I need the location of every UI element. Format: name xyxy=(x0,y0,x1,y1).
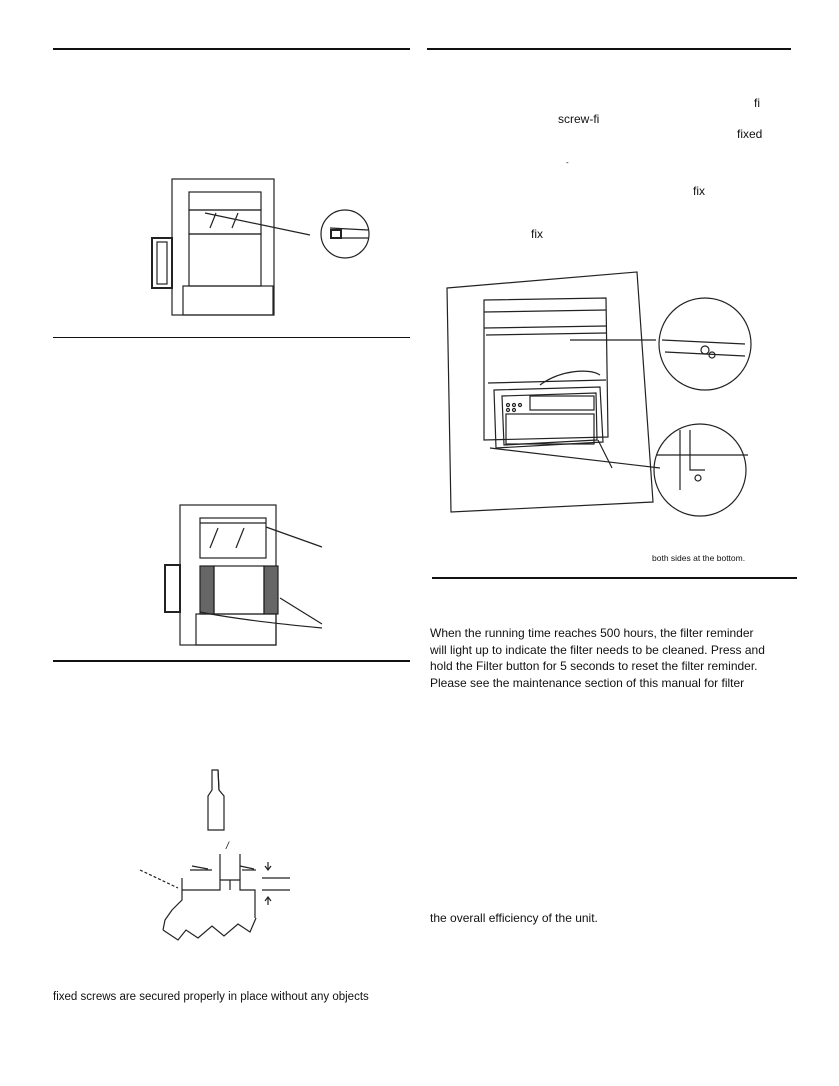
text-fragment-fix-1: fix xyxy=(693,184,705,198)
text-fragment-screw-fi: screw-fi xyxy=(558,112,600,126)
figure-caption-bottom: both sides at the bottom. xyxy=(652,553,746,563)
text-fragment-dash: - xyxy=(566,158,569,167)
filter-line-2: will light up to indicate the filter needs to be cleaned. Press and xyxy=(430,642,765,657)
filter-line-3: hold the Filter button for 5 seconds to reset the filter reminder. xyxy=(430,659,758,673)
tick-mark: / xyxy=(226,841,229,852)
filter-reminder-paragraph xyxy=(430,625,810,691)
screw-line: fixed screws are secured properly in place without any objects xyxy=(53,991,369,1003)
text-fragment-fi: fi xyxy=(754,96,760,110)
filter-line-4: Please see the maintenance section of this manual for filter xyxy=(430,675,745,690)
filter-line-1: When the running time reaches 500 hours, the filter reminder xyxy=(430,626,754,640)
text-fragment-fix-2: fix xyxy=(531,227,543,241)
efficiency-line: the overall efficiency of the unit. xyxy=(430,911,598,925)
text-fragment-fixed: fixed xyxy=(737,127,763,141)
